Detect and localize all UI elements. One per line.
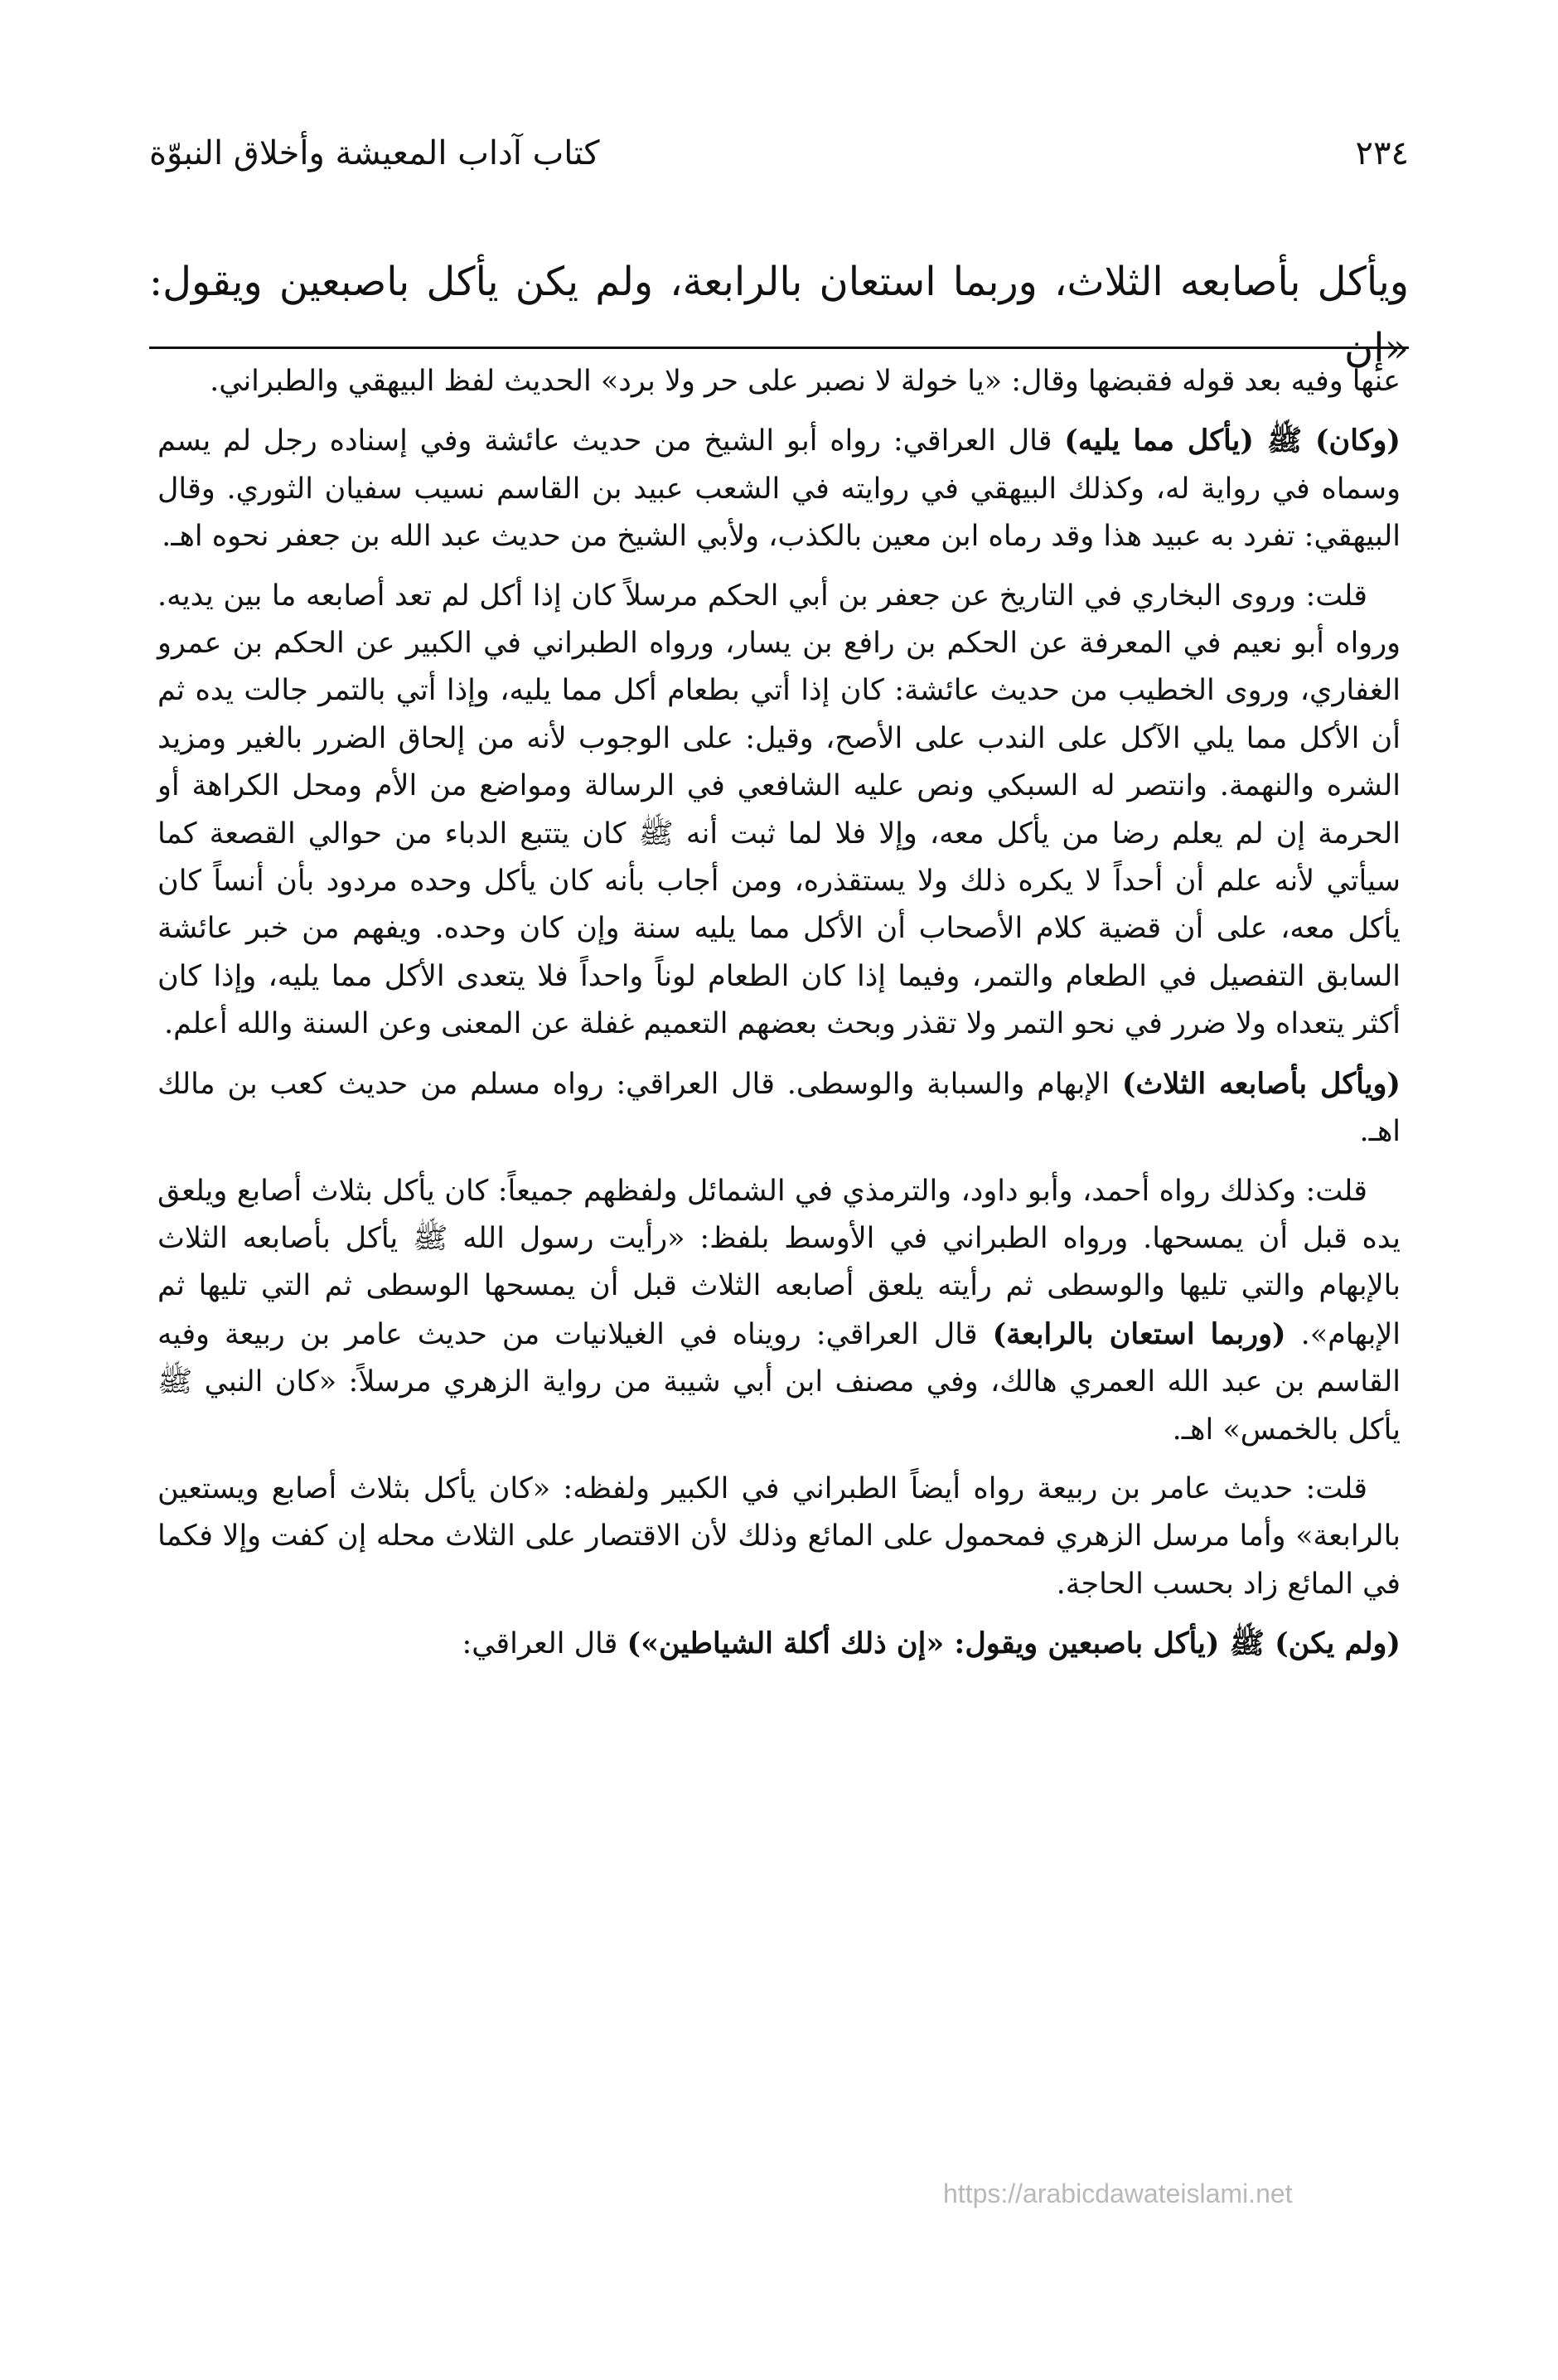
commentary-paragraph-2 <box>157 417 1401 560</box>
commentary <box>157 358 1401 1680</box>
separator-rule <box>149 347 1409 349</box>
watermark: https://arabicdawateislami.net <box>943 2179 1293 2208</box>
commentary-paragraph-4 <box>157 1060 1401 1156</box>
main-text-line: ويأكل بأصابعه الثلاث، وربما استعان بالرابعة، ولم يكن يأكل باصبعين ويقول: «إن <box>149 259 1410 371</box>
commentary-text: الإبهام والسبابة والوسطى. قال العراقي: رواه مسلم من حديث كعب بن مالك اهـ. <box>157 1067 1401 1149</box>
commentary-text: قلت: حديث عامر بن ربيعة رواه أيضاً الطبراني في الكبير ولفظه: «كان يأكل بثلاث أصابع ويستعين بالرابعة» وأما مرسل الزهري فمحمول على المائع وذلك لأن الاقتصار على الثلاث محله إن كفت وإلا فكما في المائع زاد بحسب الحاجة. <box>157 1471 1401 1601</box>
commentary-paragraph-1 <box>157 358 1401 405</box>
running-title: كتاب آداب المعيشة وأخلاق النبوّة <box>149 134 600 172</box>
commentary-text: قلت: وكذلك رواه أحمد، وأبو داود، والترمذي في الشمائل ولفظهم جميعاً: كان يأكل بثلاث أصابع ويلعق يده قبل أن يمسحها. ورواه الطبراني في الأوسط بلفظ: «رأيت رسول الله ﷺ يأكل بأصابعه الثلاث بالإبهام والتي تليها والوسطى ثم رأيته يلعق أصابعه الثلاث قبل أن يمسحها الوسطى ثم التي تليها ثم الإبهام». <box>157 1174 1401 1351</box>
commentary-paragraph-6 <box>157 1466 1401 1608</box>
page-header <box>149 124 1409 182</box>
commentary-text: قال العراقي: رواه أبو الشيخ من حديث عائشة وفي إسناده رجل لم يسم وسماه في رواية له، وكذلك البيهقي في روايته في الشعب عبيد بن القاسم نسيب سفيان الثوري. وقال البيهقي: تفرد به عبيد هذا وقد رماه ابن معين بالكذب، ولأبي الشيخ من حديث عبد الله بن جعفر نحوه اهـ. <box>157 424 1401 554</box>
quoted-matn: (ويأكل بأصابعه الثلاث) <box>1121 1066 1401 1101</box>
commentary-paragraph-7 <box>157 1620 1401 1668</box>
commentary-paragraph-5 <box>157 1168 1401 1454</box>
commentary-text: قال العراقي: رويناه في الغيلانيات من حديث عامر بن ربيعة وفيه القاسم بن عبد الله العمري هالك، وفي مصنف ابن أبي شيبة من رواية الزهري مرسلاً: «كان النبي ﷺ يأكل بالخمس» اهـ. <box>157 1317 1401 1447</box>
commentary-text: قلت: وروى البخاري في التاريخ عن جعفر بن أبي الحكم مرسلاً كان إذا أكل لم تعد أصابعه ما بين يديه. ورواه أبو نعيم في المعرفة عن الحكم بن رافع بن يسار، ورواه الطبراني في الكبير عن الحكم بن عمرو الغفاري، وروى الخطيب من حديث عائشة: كان إذا أتي بطعام أكل مما يليه، وإذا أتي بالتمر جالت يده ثم أن الأكل مما يلي الآكل على الندب على الأصح، وقيل: على الوجوب لأنه من إلحاق الضرر بالغير ومزيد الشره والنهمة. وانتصر له السبكي ونص عليه الشافعي في الرسالة ومواضع من الأم ومحل الكراهة أو الحرمة إن لم يعلم رضا من يأكل معه، وإلا فلا لما ثبت أنه ﷺ كان يتتبع الدباء من حوالي القصعة كما سيأتي لأنه علم أن أحداً لا يكره ذلك ولا يستقذره، ومن أجاب بأنه كان يأكل وحده مردود بأن أنساً كان يأكل معه، على أن قضية كلام الأصحاب أن الأكل مما يليه سنة وإن كان وحده. ويفهم من خبر عائشة السابق التفصيل في الطعام والتمر، وفيما إذا كان الطعام لوناً واحداً فلا يتعدى الأكل مما يليه، وإذا كان أكثر يتعداه ولا ضرر في نحو التمر ولا تقذر وبحث بعضهم التعميم غفلة عن المعنى وعن السنة والله أعلم. <box>157 579 1401 1041</box>
commentary-text: قال العراقي: <box>462 1627 627 1661</box>
commentary-text: عنها وفيه بعد قوله فقبضها وقال: «يا خولة لا نصبر على حر ولا برد» الحديث لفظ البيهقي والطبراني. <box>210 365 1401 398</box>
commentary-paragraph-3 <box>157 573 1401 1049</box>
quoted-matn: (ولم يكن) ﷺ (يأكل باصبعين ويقول: «إن ذلك أكلة الشياطين») <box>627 1626 1401 1661</box>
quoted-matn: (وكان) ﷺ (يأكل مما يليه) <box>1064 424 1401 458</box>
quoted-matn: (وربما استعان بالرابعة) <box>992 1316 1286 1351</box>
page-number: ٢٣٤ <box>1355 134 1409 172</box>
